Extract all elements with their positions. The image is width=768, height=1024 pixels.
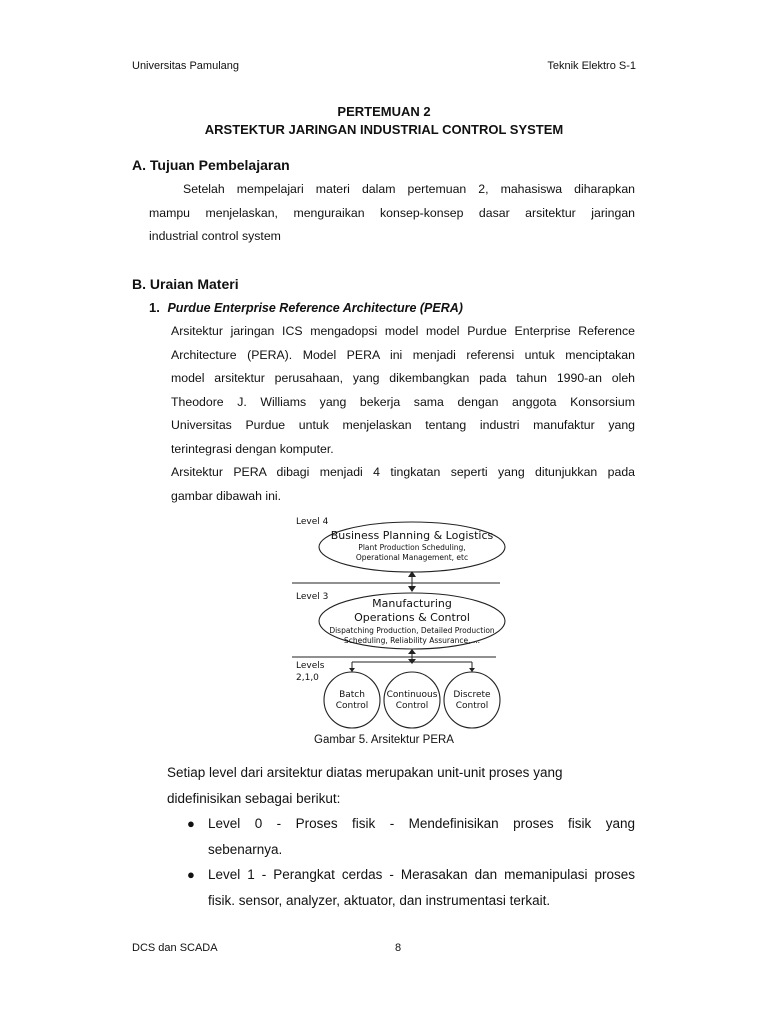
continuous-control-line1: Continuous [386,690,438,700]
subsection-title: Purdue Enterprise Reference Architecture (PERA) [167,301,463,315]
arrow-down-icon [408,586,416,592]
paragraph-line: Setelah mempelajari materi dalam pertemuan 2, mahasiswa diharapkan [183,182,635,196]
paragraph-line: Setiap level dari arsitektur diatas merupakan unit-unit proses yang [167,765,563,780]
bullet-line: fisik. sensor, analyzer, aktuator, dan instrumentasi terkait. [208,892,551,908]
batch-control-line1: Batch [339,690,365,700]
levels-label-1: Levels [296,661,325,671]
bullet-icon: ● [187,867,195,882]
paragraph-line: terintegrasi dengan komputer. [171,441,334,456]
subsection-1-heading [149,300,463,315]
level3-label: Level 3 [296,592,329,602]
paragraph-line: Universitas Purdue untuk menjelaskan tentang industri manufaktur yang [171,418,635,432]
arrow-down-icon [469,668,475,672]
paragraph-line: gambar dibawah ini. [171,488,282,503]
level3-sub1: Dispatching Production, Detailed Production [329,626,495,635]
arrow-down-icon [349,668,355,672]
paragraph-line: Arsitektur PERA dibagi menjadi 4 tingkatan seperti yang ditunjukkan pada [171,465,635,479]
bullet-item-2 [187,862,635,913]
footer-left: DCS dan SCADA [132,942,218,954]
bullet-line: Level 0 - Proses fisik - Mendefinisikan proses fisik yang [208,816,635,831]
pera-diagram [290,512,512,742]
paragraph-line: Architecture (PERA). Model PERA ini menjadi referensi untuk menciptakan [171,347,635,362]
level3-sub2: Scheduling, Reliability Assurance, ... [343,636,481,645]
page-number: 8 [395,942,402,954]
section-a-paragraph [149,178,635,249]
batch-control-line2: Control [335,701,369,711]
paragraph-line: model arsitektur perusahaan, yang dikembangkan pada tahun 1990-an oleh [171,371,635,385]
section-b-heading: B. Uraian Materi [132,276,239,292]
bullet-line: Level 1 - Perangkat cerdas - Merasakan dan memanipulasi proses [208,867,635,882]
level3-title1: Manufacturing [372,597,452,610]
level4-sub2: Operational Management, etc [355,553,469,562]
paragraph-line: mampu menjelaskan, menguraikan konsep-konsep dasar arsitektur jaringan [149,205,635,220]
level4-title: Business Planning & Logistics [330,529,494,542]
level4-sub1: Plant Production Scheduling, [358,543,466,552]
discrete-control-circle [444,672,500,728]
paragraph-line: didefinisikan sebagai berikut: [167,790,341,806]
page-title-line2: ARSTEKTUR JARINGAN INDUSTRIAL CONTROL SYSTEM [204,122,564,137]
header-right: Teknik Elektro S-1 [547,60,636,72]
continuous-control-circle [384,672,440,728]
bullet-line: sebenarnya. [208,841,283,857]
figure-caption: Gambar 5. Arsitektur PERA [314,734,454,746]
arrow-up-icon [408,649,416,654]
level4-label: Level 4 [296,517,329,527]
subsection-number: 1. [149,300,160,315]
definition-intro [167,760,637,811]
section-a-heading: A. Tujuan Pembelajaran [132,157,290,173]
bullet-item-1 [187,811,635,862]
batch-control-circle [324,672,380,728]
level3-title2: Operations & Control [354,611,470,624]
paragraph-line: industrial control system [149,229,281,243]
section-b-paragraph-1 [171,320,635,508]
paragraph-line: Theodore J. Williams yang bekerja sama dengan anggota Konsorsium [171,394,635,409]
paragraph-line: Arsitektur jaringan ICS mengadopsi model model Purdue Enterprise Reference [171,324,635,338]
page-title-line1: PERTEMUAN 2 [337,104,431,119]
bullet-icon: ● [187,816,195,831]
continuous-control-line2: Control [395,701,429,711]
header-left: Universitas Pamulang [132,60,239,72]
discrete-control-line1: Discrete [453,690,491,700]
discrete-control-line2: Control [455,701,489,711]
levels-label-2: 2,1,0 [296,673,319,683]
